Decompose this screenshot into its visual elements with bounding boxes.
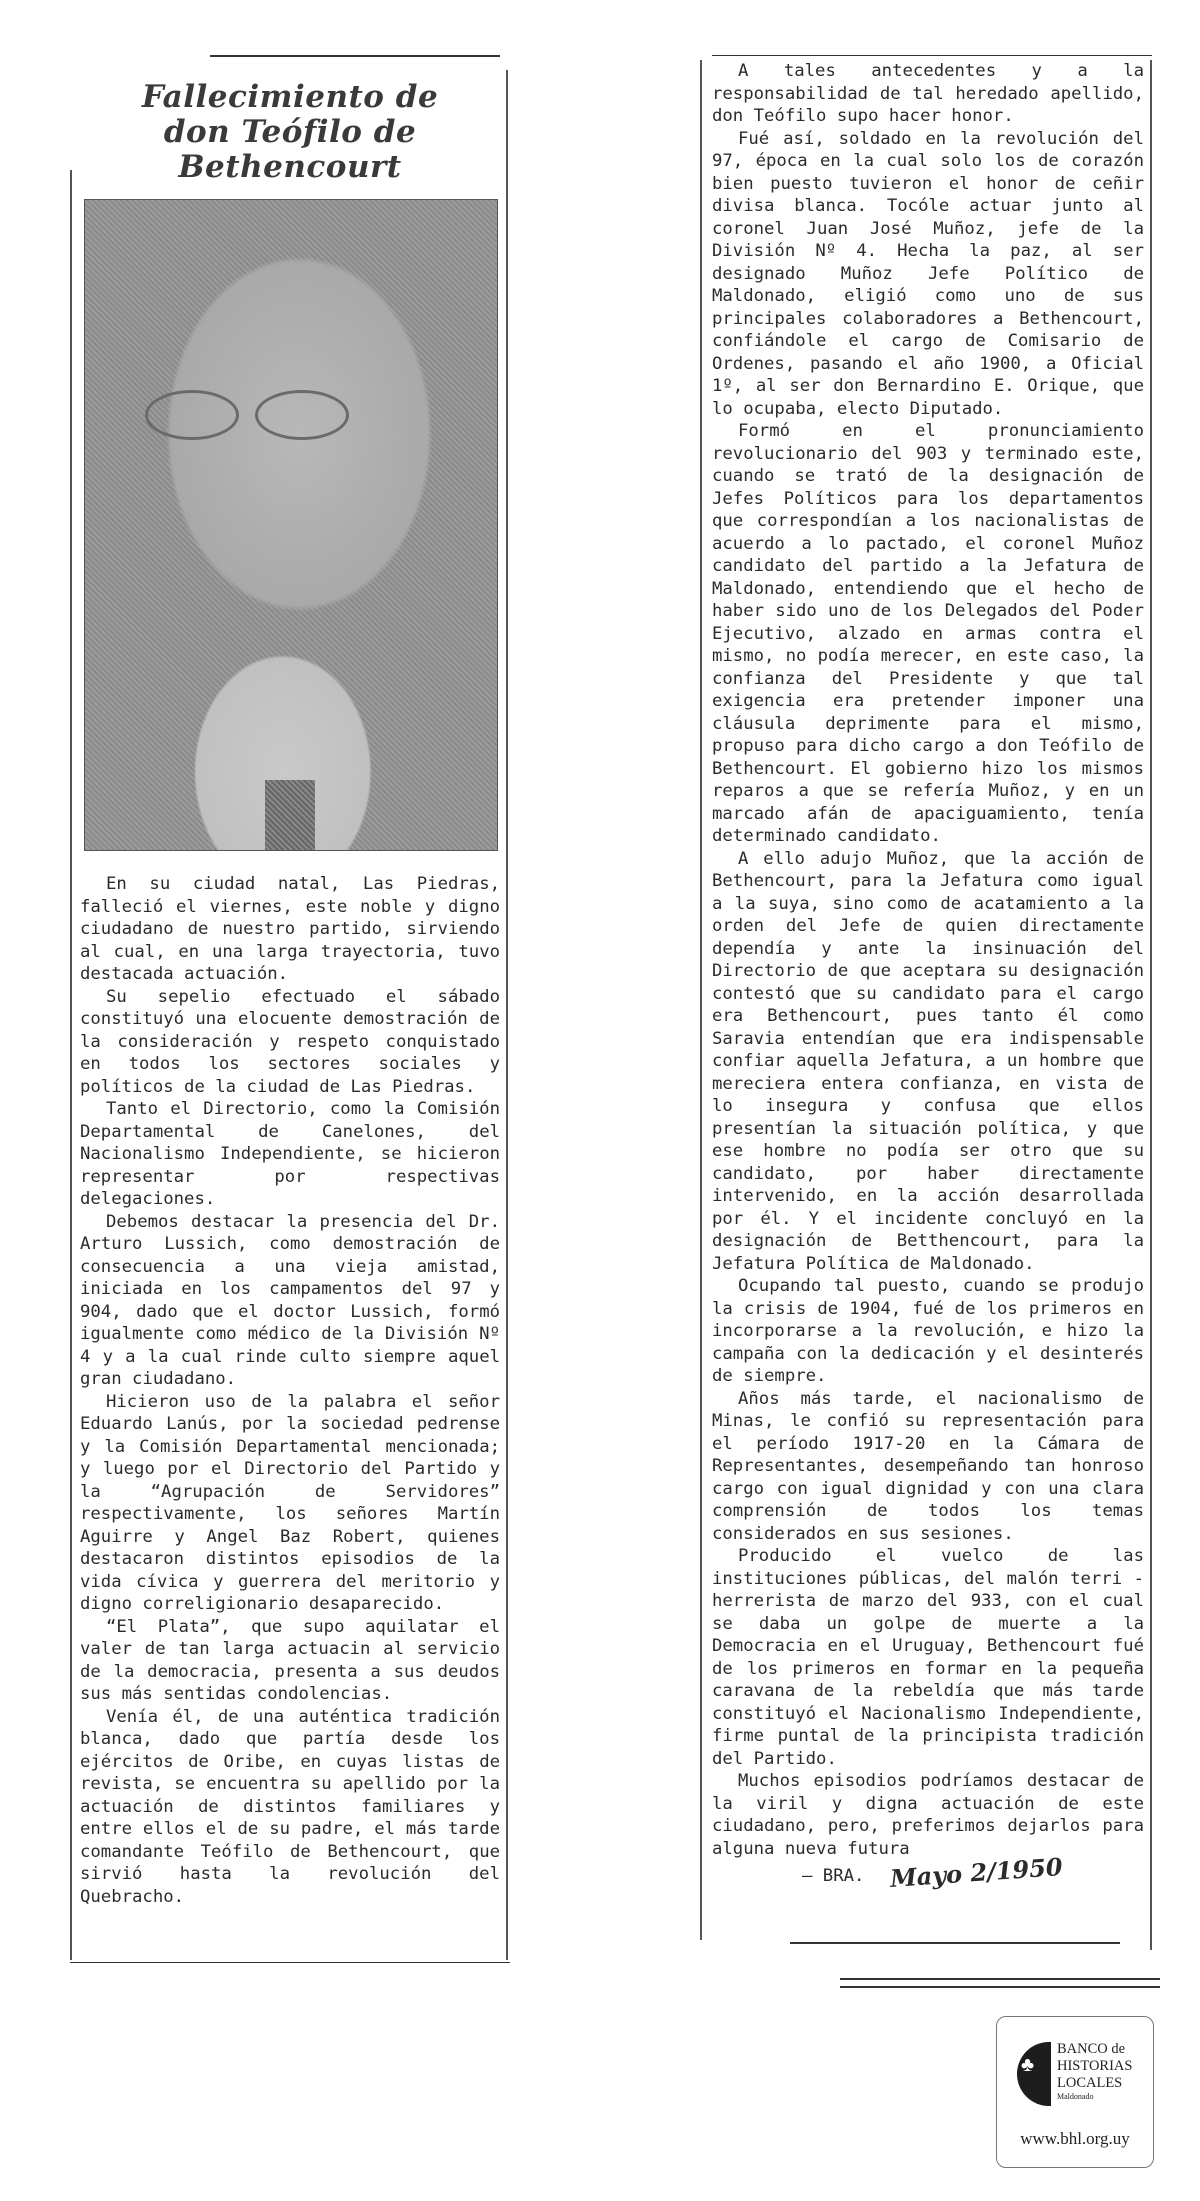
right-column-text xyxy=(712,60,1144,1860)
paragraph: Producido el vuelco de las instituciones públicas, del malón terri - herrerista de marzo del 933, con el cual se daba un golpe de muerte a la Democracia en el Uruguay, Bethencourt fué de los primeros en formar en la pequeña caravana de la rebeldía que más tarde constituyó el Nacionalismo Independiente, firme puntal de la principista tradición del Partido. xyxy=(712,1546,1144,1769)
logo-line-2: HISTORIAS xyxy=(1057,2058,1133,2074)
logo-text xyxy=(1057,2041,1132,2102)
headline-line-3: Bethencourt xyxy=(178,149,402,185)
paragraph: A tales antecedentes y a la responsabilidad de tal heredado apellido, don Teófilo supo hacer honor. xyxy=(712,61,1144,126)
headline-line-1: Fallecimiento de xyxy=(141,79,439,115)
paragraph: Muchos episodios podríamos destacar de la viril y digna actuación de este ciudadano, pero, preferimos dejarlos para alguna nueva futura xyxy=(712,1771,1144,1859)
top-rule-left xyxy=(210,55,500,57)
left-column xyxy=(80,60,500,1908)
portrait-photo xyxy=(84,199,498,851)
paragraph: Debemos destacar la presencia del Dr. Arturo Lussich, como demostración de consecuencia a una vieja amistad, iniciada en los campamentos del 97 y 904, dado que el doctor Lussich, formó igualmente como médico de la División Nº 4 y a la cual rinde culto siempre aquel gran ciudadano. xyxy=(80,1211,500,1389)
portrait-tie xyxy=(265,780,315,850)
portrait-glasses-right xyxy=(255,390,349,440)
top-rule-right xyxy=(712,55,1152,56)
paragraph: Formó en el pronunciamiento revolucionario del 903 y terminado este, cuando se trató de la designación de Jefes Políticos para los departamentos que correspondían a los nacionalistas de acuerdo a lo pactado, el coronel Muñoz candidato del partido a la Jefatura de Maldonado, entendiendo que el hecho de haber sido uno de los Delegados del Poder Ejecutivo, alzado en armas contra el mismo, no podía merecer, en este caso, la confianza del Presidente y que tal exigencia era pretender imponer una cláusula deprimente para el mismo, propuso para dicho cargo a don Teófilo de Bethencourt. El gobierno hizo los mismos reparos a que se refería Muñoz, y en un marcado afán de apaciguamiento, tenía determinado candidato. xyxy=(712,421,1144,846)
left-bottom-rule xyxy=(70,1962,510,1963)
logo-url-link[interactable]: www.bhl.org.uy xyxy=(1020,2129,1130,2148)
paragraph: En su ciudad natal, Las Piedras, falleció el viernes, este noble y digno ciudadano de nuestro partido, sirviendo al cual, en una larga trayectoria, tuvo destacada actuación. xyxy=(80,874,500,984)
left-column-text xyxy=(80,873,500,1908)
paragraph: Venía él, de una auténtica tradición blanca, dado que partía desde los ejércitos de Oribe, en cuyas listas de revista, se encuentra su apellido por la actuación de distintos familiares y entre ellos el de su padre, el más tarde comandante Teófilo de Bethencourt, que sirvió hasta la revolución del Quebracho. xyxy=(80,1706,500,1907)
logo-line-1: BANCO de xyxy=(1057,2041,1126,2057)
bottom-double-rule-1 xyxy=(840,1978,1160,1980)
right-column-left-border xyxy=(700,60,702,1940)
headline xyxy=(80,80,500,185)
bhl-logo-card[interactable] xyxy=(996,2016,1154,2168)
logo-subtitle: Maldonado xyxy=(1057,2092,1094,2101)
bottom-double-rule-2 xyxy=(840,1986,1160,1988)
left-column-right-border xyxy=(506,70,508,1960)
paragraph: Tanto el Directorio, como la Comisión Departamental de Canelones, del Nacionalismo Independiente, se hicieron representar por respectivas delegaciones. xyxy=(80,1099,500,1209)
signoff xyxy=(802,1852,1144,1893)
paragraph: Su sepelio efectuado el sábado constituyó una elocuente demostración de la consideración y respeto conquistado en todos los sectores sociales y políticos de la ciudad de Las Piedras. xyxy=(80,986,500,1097)
paragraph: Ocupando tal puesto, cuando se produjo la crisis de 1904, fué de los primeros en incorporarse a la revolución, e hizo la campaña con la dedicación y el desinterés de siempre. xyxy=(712,1276,1144,1386)
paragraph: Años más tarde, el nacionalismo de Minas, le confió su representación para el período 1917-20 en la Cámara de Representantes, desempeñando tan honroso cargo con igual dignidad y con una clara comprensión de todos los temas considerados en sus sesiones. xyxy=(712,1388,1144,1544)
right-column xyxy=(712,60,1144,1893)
paragraph: Hicieron uso de la palabra el señor Eduardo Lanús, por la sociedad pedrense y la Comisión Departamental mencionada; y luego por el Directorio del Partido y la “Agrupación de Servidores” respectivamente, los señores Martín Aguirre y Angel Baz Robert, quienes destacaron distintos episodios de la vida cívica y guerrera del meritorio y digno correligionario desaparecido. xyxy=(80,1391,500,1614)
author-signature: — BRA. xyxy=(802,1866,865,1886)
portrait-glasses-left xyxy=(145,390,239,440)
paragraph: A ello adujo Muñoz, que la acción de Bethencourt, para la Jefatura como igual a la suya, sino como de acatamiento a la orden del Jefe de quien directamente dependía y ante la insinuación del Directorio de que aceptara su designación contestó que su candidato para el cargo era Bethencourt, pues tanto él como Saravia entendían que era indispensable confiar aquella Jefatura, a un hombre que mereciera entera confianza, en vista de lo insegura y confusa que ellos presentían la situación política, y que ese hombre no podía ser otro que su candidato, por haber directamente intervenido, en la acción desarrollada por él. Y el incidente concluyó en la designación de Betthencourt, para la Jefatura Política de Maldonado. xyxy=(712,848,1144,1274)
headline-line-2: don Teófilo de xyxy=(163,114,417,150)
tree-icon: ♣ xyxy=(1017,2042,1051,2106)
left-column-border xyxy=(70,170,72,1960)
right-column-right-border xyxy=(1150,60,1152,1950)
logo-line-3: LOCALES xyxy=(1057,2075,1123,2091)
handwritten-date: Mayo 2/1950 xyxy=(889,1852,1064,1893)
paragraph: Fué así, soldado en la revolución del 97, época en la cual solo los de corazón bien puesto tuvieron el honor de ceñir divisa blanca. Tocóle actuar junto al coronel Juan José Muñoz, jefe de la División Nº 4. Hecha la paz, al ser designado Muñoz Jefe Político de Maldonado, eligió como uno de sus principales colaboradores a Bethencourt, confiándole el cargo de Comisario de Ordenes, pasando el año 1900, a Oficial 1º, al ser don Bernardino E. Orique, que lo ocupaba, electo Diputado. xyxy=(712,128,1144,419)
paragraph: “El Plata”, que supo aquilatar el valer de tan larga actuacin al servicio de la democracia, presenta a sus deudos sus más sentidas condolencias. xyxy=(80,1616,500,1704)
right-bottom-rule xyxy=(790,1942,1120,1944)
